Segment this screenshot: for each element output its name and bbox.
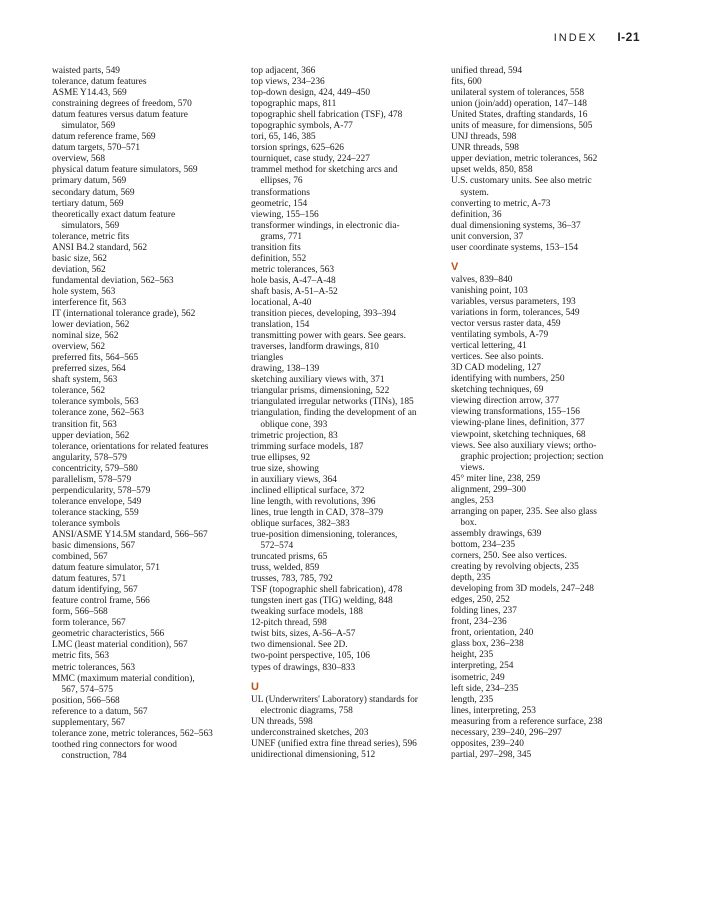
index-entry: tweaking surface models, 188 bbox=[251, 607, 363, 618]
index-subentry: simulators, 569 bbox=[61, 220, 120, 231]
index-entry: top-down design, 424, 449–450 bbox=[251, 88, 371, 99]
index-subentry: height, 235 bbox=[451, 650, 494, 661]
index-subentry: ANSI/ASME Y14.5M standard, 566–567 bbox=[52, 529, 208, 540]
index-entry: trimming surface models, 187 bbox=[251, 441, 364, 452]
index-entry: viewpoint, sketching techniques, 68 bbox=[451, 429, 586, 440]
section-letter: V bbox=[451, 260, 459, 273]
index-subentry: sketching techniques, 69 bbox=[451, 385, 544, 396]
index-subentry: fits, 600 bbox=[451, 77, 482, 88]
index-subentry: tolerance zone, 562–563 bbox=[52, 408, 144, 419]
index-entry: viewing transformations, 155–156 bbox=[451, 407, 580, 418]
index-subentry: left side, 234–235 bbox=[451, 683, 519, 694]
index-entry: tolerance, datum features bbox=[52, 77, 147, 88]
index-subentry: secondary datum, 569 bbox=[52, 187, 135, 198]
index-subentry: glass box, 236–238 bbox=[451, 639, 524, 650]
index-subentry: lines, true length in CAD, 378–379 bbox=[251, 507, 384, 518]
index-subentry: angles, 253 bbox=[451, 495, 494, 506]
index-entry: triangles bbox=[251, 353, 284, 364]
index-subentry: box. bbox=[460, 517, 477, 528]
index-subentry: nominal size, 562 bbox=[52, 331, 119, 342]
running-header bbox=[554, 30, 640, 44]
index-entry: toothed ring connectors for wood bbox=[52, 739, 177, 750]
index-subentry: developing from 3D models, 247–248 bbox=[451, 584, 594, 595]
index-subentry: hole system, 563 bbox=[52, 286, 116, 297]
index-subentry: parallelism, 578–579 bbox=[52, 474, 132, 485]
index-entry: truss, welded, 859 bbox=[251, 563, 320, 574]
index-entry: union (join/add) operation, 147–148 bbox=[451, 99, 587, 110]
index-subentry: lines, interpreting, 253 bbox=[451, 705, 536, 716]
index-entry: transformer windings, in electronic dia- bbox=[251, 220, 400, 231]
index-subentry: form, 566–568 bbox=[52, 607, 108, 618]
index-column-2 bbox=[251, 66, 446, 761]
index-subentry: basic size, 562 bbox=[52, 253, 107, 264]
index-subentry: electronic diagrams, 758 bbox=[260, 705, 353, 716]
index-subentry: preferred sizes, 564 bbox=[52, 364, 126, 375]
index-subentry: 3D CAD modeling, 127 bbox=[451, 363, 542, 374]
index-entry: UN threads, 598 bbox=[251, 716, 313, 727]
index-subentry: hole basis, A-47–A-48 bbox=[251, 275, 336, 286]
page-number: I-21 bbox=[617, 30, 640, 44]
index-subentry: partial, 297–298, 345 bbox=[451, 749, 532, 760]
index-subentry: creating by revolving objects, 235 bbox=[451, 562, 579, 573]
index-subentry: primary datum, 569 bbox=[52, 176, 127, 187]
index-entry: transformations bbox=[251, 187, 310, 198]
index-entry: top views, 234–236 bbox=[251, 77, 325, 88]
index-subentry: geometric, 154 bbox=[251, 198, 308, 209]
index-column-3 bbox=[451, 66, 646, 761]
index-entry: unified thread, 594 bbox=[451, 66, 523, 76]
index-subentry: datum features, 571 bbox=[52, 574, 127, 585]
index-entry: transition fits bbox=[251, 242, 301, 253]
index-entry: twist bits, sizes, A-56–A-57 bbox=[251, 629, 356, 640]
index-subentry: oblique surfaces, 382–383 bbox=[251, 518, 350, 529]
index-subentry: system. bbox=[460, 187, 489, 198]
index-entry: views. See also auxiliary views; ortho- bbox=[451, 440, 597, 451]
index-subentry: sketching auxiliary views with, 371 bbox=[251, 375, 385, 386]
index-subentry: ANSI B4.2 standard, 562 bbox=[52, 242, 148, 253]
index-subentry: fundamental deviation, 562–563 bbox=[52, 275, 174, 286]
index-subentry: reference to a datum, 567 bbox=[52, 706, 148, 717]
index-subentry: feature control frame, 566 bbox=[52, 596, 150, 607]
index-subentry: perpendicularity, 578–579 bbox=[52, 485, 151, 496]
index-subentry: datum identifying, 567 bbox=[52, 585, 138, 596]
index-entry: UL (Underwriters' Laboratory) standards for bbox=[251, 694, 418, 705]
index-subentry: length, 235 bbox=[451, 694, 494, 705]
index-entry: tolerance zone, metric tolerances, 562–563 bbox=[52, 728, 213, 739]
index-entry: ventilating symbols, A-79 bbox=[451, 330, 549, 341]
index-subentry: unit conversion, 37 bbox=[451, 231, 524, 242]
index-entry: tori, 65, 146, 385 bbox=[251, 132, 316, 143]
index-subentry: drawing, 138–139 bbox=[251, 364, 320, 375]
index-subentry: basic dimensions, 567 bbox=[52, 541, 136, 552]
index-entry: user coordinate systems, 153–154 bbox=[451, 242, 579, 253]
index-subentry: views. bbox=[460, 462, 485, 473]
index-subentry: in auxiliary views, 364 bbox=[251, 474, 337, 485]
index-subentry: metric tolerances, 563 bbox=[52, 662, 136, 673]
index-entry: underconstrained sketches, 203 bbox=[251, 727, 369, 738]
index-entry: topographic shell fabrication (TSF), 478 bbox=[251, 110, 403, 121]
index-subentry: preferred fits, 564–565 bbox=[52, 353, 139, 364]
index-entry: unidirectional dimensioning, 512 bbox=[251, 749, 376, 760]
index-entry: triangulated irregular networks (TINs), 185 bbox=[251, 397, 414, 408]
index-entry: triangular prisms, dimensioning, 522 bbox=[251, 386, 390, 397]
index-subentry: necessary, 239–240, 296–297 bbox=[451, 727, 562, 738]
index-subentry: bottom, 234–235 bbox=[451, 539, 516, 550]
index-subentry: tolerance, 562 bbox=[52, 386, 106, 397]
index-entry: trammel method for sketching arcs and bbox=[251, 165, 398, 176]
index-entry: UNEF (unified extra fine thread series), 596 bbox=[251, 738, 417, 749]
index-subentry: metric tolerances, 563 bbox=[251, 264, 335, 275]
index-entry: transmitting power with gears. See gears. bbox=[251, 331, 406, 342]
index-subentry: combined, 567 bbox=[52, 552, 108, 563]
index-entry: two dimensional. See 2D. bbox=[251, 640, 348, 651]
index-subentry: deviation, 562 bbox=[52, 264, 106, 275]
index-subentry: supplementary, 567 bbox=[52, 717, 126, 728]
index-subentry: shaft basis, A-51–A-52 bbox=[251, 286, 338, 297]
index-entry: two-point perspective, 105, 106 bbox=[251, 651, 370, 662]
index-entry: topographic symbols, A-77 bbox=[251, 121, 353, 132]
index-subentry: oblique cone, 393 bbox=[260, 419, 328, 430]
index-entry: truncated prisms, 65 bbox=[251, 552, 328, 563]
index-entry: TSF (topographic shell fabrication), 478 bbox=[251, 585, 403, 596]
index-subentry: constraining degrees of freedom, 570 bbox=[52, 99, 192, 110]
index-subentry: locational, A-40 bbox=[251, 297, 312, 308]
index-entry: variables, versus parameters, 193 bbox=[451, 296, 576, 307]
index-subentry: LMC (least material condition), 567 bbox=[52, 640, 188, 651]
index-subentry: interpreting, 254 bbox=[451, 661, 514, 672]
index-entry: true ellipses, 92 bbox=[251, 452, 311, 463]
index-entry: translation, 154 bbox=[251, 320, 310, 331]
index-subentry: lower deviation, 562 bbox=[52, 320, 130, 331]
index-entry: viewing-plane lines, definition, 377 bbox=[451, 418, 585, 429]
index-subentry: isometric, 249 bbox=[451, 672, 505, 683]
index-subentry: ellipses, 76 bbox=[260, 176, 303, 187]
index-subentry: depth, 235 bbox=[451, 573, 491, 584]
index-entry: tolerance, metric fits bbox=[52, 231, 130, 242]
index-subentry: 572–574 bbox=[260, 541, 294, 552]
index-subentry: definition, 552 bbox=[251, 253, 307, 264]
index-subentry: upper deviation, 562 bbox=[52, 430, 130, 441]
index-subentry: datum feature simulator, 571 bbox=[52, 563, 160, 574]
index-entry: upper deviation, metric tolerances, 562 bbox=[451, 154, 598, 165]
index-subentry: edges, 250, 252 bbox=[451, 595, 510, 606]
index-subentry: interference fit, 563 bbox=[52, 297, 127, 308]
index-subentry: waisted parts, 549 bbox=[52, 66, 120, 76]
index-entry: vertical lettering, 41 bbox=[451, 341, 527, 352]
index-subentry: datum targets, 570–571 bbox=[52, 143, 141, 154]
index-subentry: datum reference frame, 569 bbox=[52, 132, 156, 143]
index-entry: units of measure, for dimensions, 505 bbox=[451, 121, 593, 132]
index-subentry: tertiary datum, 569 bbox=[52, 198, 124, 209]
index-subentry: overview, 562 bbox=[52, 342, 106, 353]
index-entry: top adjacent, 366 bbox=[251, 66, 316, 76]
index-subentry: arranging on paper, 235. See also glass bbox=[451, 506, 597, 517]
index-entry: trusses, 783, 785, 792 bbox=[251, 574, 333, 585]
index-subentry: folding lines, 237 bbox=[451, 606, 517, 617]
index-subentry: 567, 574–575 bbox=[61, 684, 113, 695]
index-entry: United States, drafting standards, 16 bbox=[451, 110, 588, 121]
index-entry: topographic maps, 811 bbox=[251, 99, 337, 110]
index-subentry: grams, 771 bbox=[260, 231, 303, 242]
index-entry: true-position dimensioning, tolerances, bbox=[251, 529, 398, 540]
index-subentry: graphic projection; projection; section bbox=[460, 451, 604, 462]
index-subentry: inclined elliptical surface, 372 bbox=[251, 485, 365, 496]
index-entry: transition pieces, developing, 393–394 bbox=[251, 309, 397, 320]
index-subentry: MMC (maximum material condition), bbox=[52, 673, 195, 684]
index-entry: torsion springs, 625–626 bbox=[251, 143, 344, 154]
index-subentry: theoretically exact datum feature bbox=[52, 209, 176, 220]
index-subentry: geometric characteristics, 566 bbox=[52, 629, 165, 640]
index-subentry: simulator, 569 bbox=[61, 121, 116, 132]
index-entry: tolerance envelope, 549 bbox=[52, 496, 142, 507]
index-entry: tungsten inert gas (TIG) welding, 848 bbox=[251, 596, 393, 607]
index-subentry: transition fit, 563 bbox=[52, 419, 117, 430]
index-entry: trimetric projection, 83 bbox=[251, 430, 338, 441]
index-subentry: concentricity, 579–580 bbox=[52, 463, 138, 474]
index-subentry: metric fits, 563 bbox=[52, 651, 110, 662]
index-subentry: IT (international tolerance grade), 562 bbox=[52, 309, 196, 320]
index-subentry: physical datum feature simulators, 569 bbox=[52, 165, 198, 176]
index-entry: tolerance stacking, 559 bbox=[52, 507, 139, 518]
index-entry: valves, 839–840 bbox=[451, 274, 513, 285]
index-subentry: identifying with numbers, 250 bbox=[451, 374, 565, 385]
index-subentry: overview, 568 bbox=[52, 154, 106, 165]
index-entry: traverses, landform drawings, 810 bbox=[251, 342, 379, 353]
index-entry: true size, showing bbox=[251, 463, 319, 474]
index-entry: UNR threads, 598 bbox=[451, 143, 519, 154]
index-subentry: datum features versus datum feature bbox=[52, 110, 188, 121]
index-entry: tourniquet, case study, 224–227 bbox=[251, 154, 370, 165]
section-letter: U bbox=[251, 680, 259, 693]
index-subentry: line length, with revolutions, 396 bbox=[251, 496, 376, 507]
index-entry: types of drawings, 830–833 bbox=[251, 662, 356, 673]
index-entry: tolerance, orientations for related features bbox=[52, 441, 209, 452]
index-entry: vector versus raster data, 459 bbox=[451, 319, 561, 330]
index-column-1 bbox=[52, 66, 247, 762]
index-subentry: tolerance symbols, 563 bbox=[52, 397, 139, 408]
index-subentry: 45° miter line, 238, 259 bbox=[451, 473, 541, 484]
index-subentry: measuring from a reference surface, 238 bbox=[451, 716, 603, 727]
index-subentry: definition, 36 bbox=[451, 209, 502, 220]
index-entry: vertices. See also points. bbox=[451, 352, 544, 363]
index-subentry: ASME Y14.43, 569 bbox=[52, 88, 127, 99]
index-subentry: angularity, 578–579 bbox=[52, 452, 127, 463]
index-entry: 12-pitch thread, 598 bbox=[251, 618, 327, 629]
index-entry: vanishing point, 103 bbox=[451, 285, 528, 296]
header-label: INDEX bbox=[553, 32, 598, 44]
index-subentry: front, orientation, 240 bbox=[451, 628, 534, 639]
index-subentry: opposites, 239–240 bbox=[451, 738, 524, 749]
index-subentry: shaft system, 563 bbox=[52, 375, 118, 386]
index-subentry: dual dimensioning systems, 36–37 bbox=[451, 220, 581, 231]
index-subentry: front, 234–236 bbox=[451, 617, 507, 628]
index-entry: U.S. customary units. See also metric bbox=[451, 176, 592, 187]
index-entry: upset welds, 850, 858 bbox=[451, 165, 533, 176]
index-entry: UNJ threads, 598 bbox=[451, 132, 517, 143]
index-entry: tolerance symbols bbox=[52, 518, 120, 529]
index-subentry: converting to metric, A-73 bbox=[451, 198, 551, 209]
index-entry: triangulation, finding the development of an bbox=[251, 408, 417, 419]
index-subentry: assembly drawings, 639 bbox=[451, 528, 542, 539]
index-subentry: viewing, 155–156 bbox=[251, 209, 319, 220]
index-subentry: alignment, 299–300 bbox=[451, 484, 526, 495]
index-subentry: construction, 784 bbox=[61, 750, 127, 761]
index-entry: variations in form, tolerances, 549 bbox=[451, 307, 580, 318]
index-entry: unilateral system of tolerances, 558 bbox=[451, 88, 585, 99]
index-entry: viewing direction arrow, 377 bbox=[451, 396, 560, 407]
index-subentry: corners, 250. See also vertices. bbox=[451, 551, 567, 562]
index-subentry: form tolerance, 567 bbox=[52, 618, 126, 629]
index-subentry: position, 566–568 bbox=[52, 695, 120, 706]
